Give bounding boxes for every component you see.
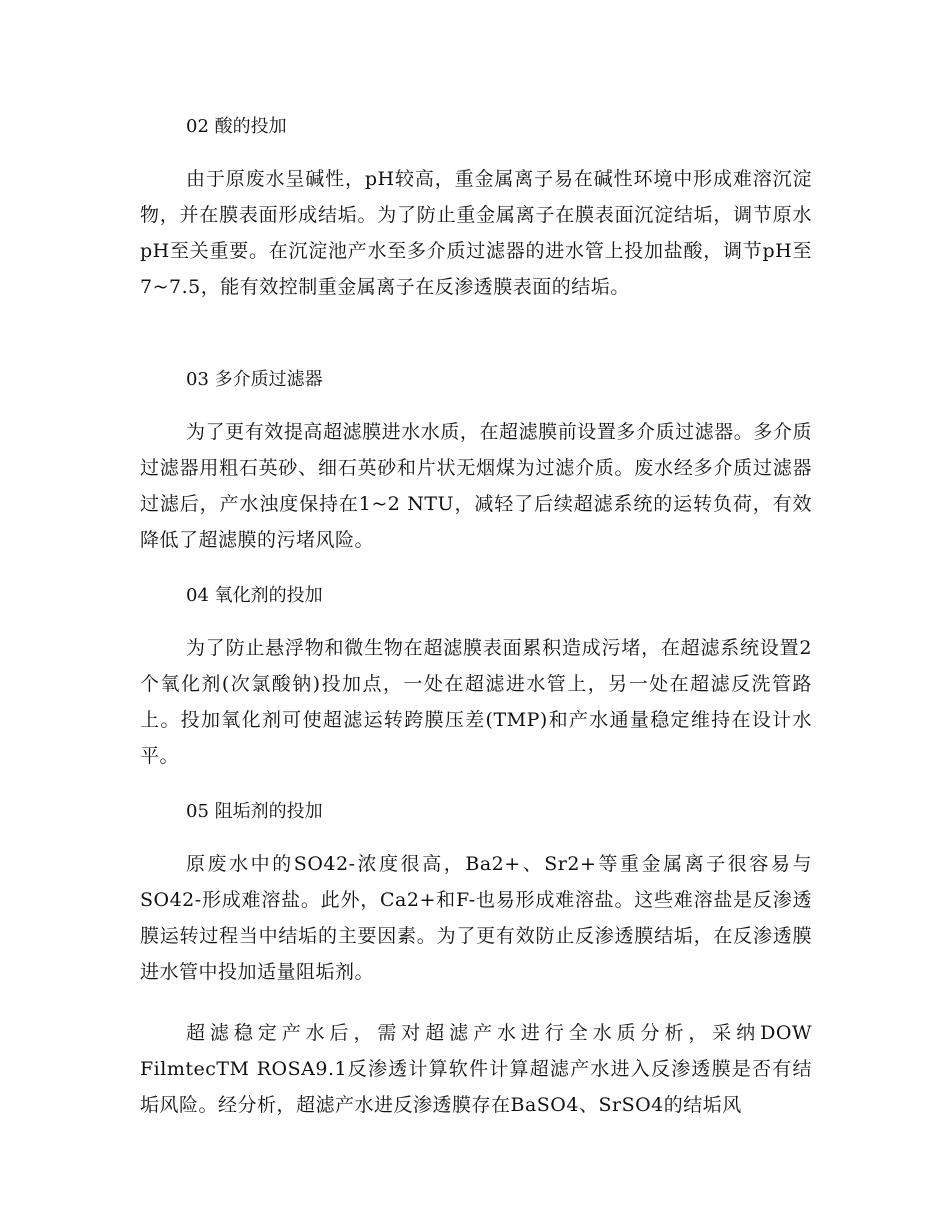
section-heading-02: 02 酸的投加 (186, 116, 287, 137)
paragraph-oxidant-dosing: 为了防止悬浮物和微生物在超滤膜表面累积造成污堵，在超滤系统设置2个氧化剂(次氯酸钠)投加点，一处在超滤进水管上，另一处在超滤反洗管路上。投加氧化剂可使超滤运转跨膜压差(TMP)和产水通量稳定维持在设计水平。 (140, 637, 812, 767)
section-heading-04: 04 氧化剂的投加 (186, 585, 323, 606)
paragraph-multimedia-filter: 为了更有效提高超滤膜进水水质，在超滤膜前设置多介质过滤器。多介质过滤器用粗石英砂、细石英砂和片状无烟煤为过滤介质。废水经多介质过滤器过滤后，产水浊度保持在1~2 NTU，减轻了后续超滤系统的运转负荷，有效降低了超滤膜的污堵风险。 (140, 421, 812, 551)
section-heading-05: 05 阻垢剂的投加 (186, 801, 323, 822)
paragraph-acid-dosing: 由于原废水呈碱性，pH较高，重金属离子易在碱性环境中形成难溶沉淀物，并在膜表面形成结垢。为了防止重金属离子在膜表面沉淀结垢，调节原水pH至关重要。在沉淀池产水至多介质过滤器的进水管上投加盐酸，调节pH至7~7.5，能有效控制重金属离子在反渗透膜表面的结垢。 (140, 168, 812, 298)
paragraph-antiscalant-dosing: 原废水中的SO42-浓度很高，Ba2+、Sr2+等重金属离子很容易与SO42-形成难溶盐。此外，Ca2+和F-也易形成难溶盐。这些难溶盐是反渗透膜运转过程当中结垢的主要因素。为了更有效防止反渗透膜结垢，在反渗透膜进水管中投加适量阻垢剂。 (140, 853, 812, 983)
section-heading-03: 03 多介质过滤器 (186, 369, 323, 390)
paragraph-ro-analysis: 超滤稳定产水后，需对超滤产水进行全水质分析，采纳DOW FilmtecTM ROSA9.1反渗透计算软件计算超滤产水进入反渗透膜是否有结垢风险。经分析，超滤产水进反渗透膜存在BaSO4、SrSO4的结垢风 (140, 1022, 812, 1116)
